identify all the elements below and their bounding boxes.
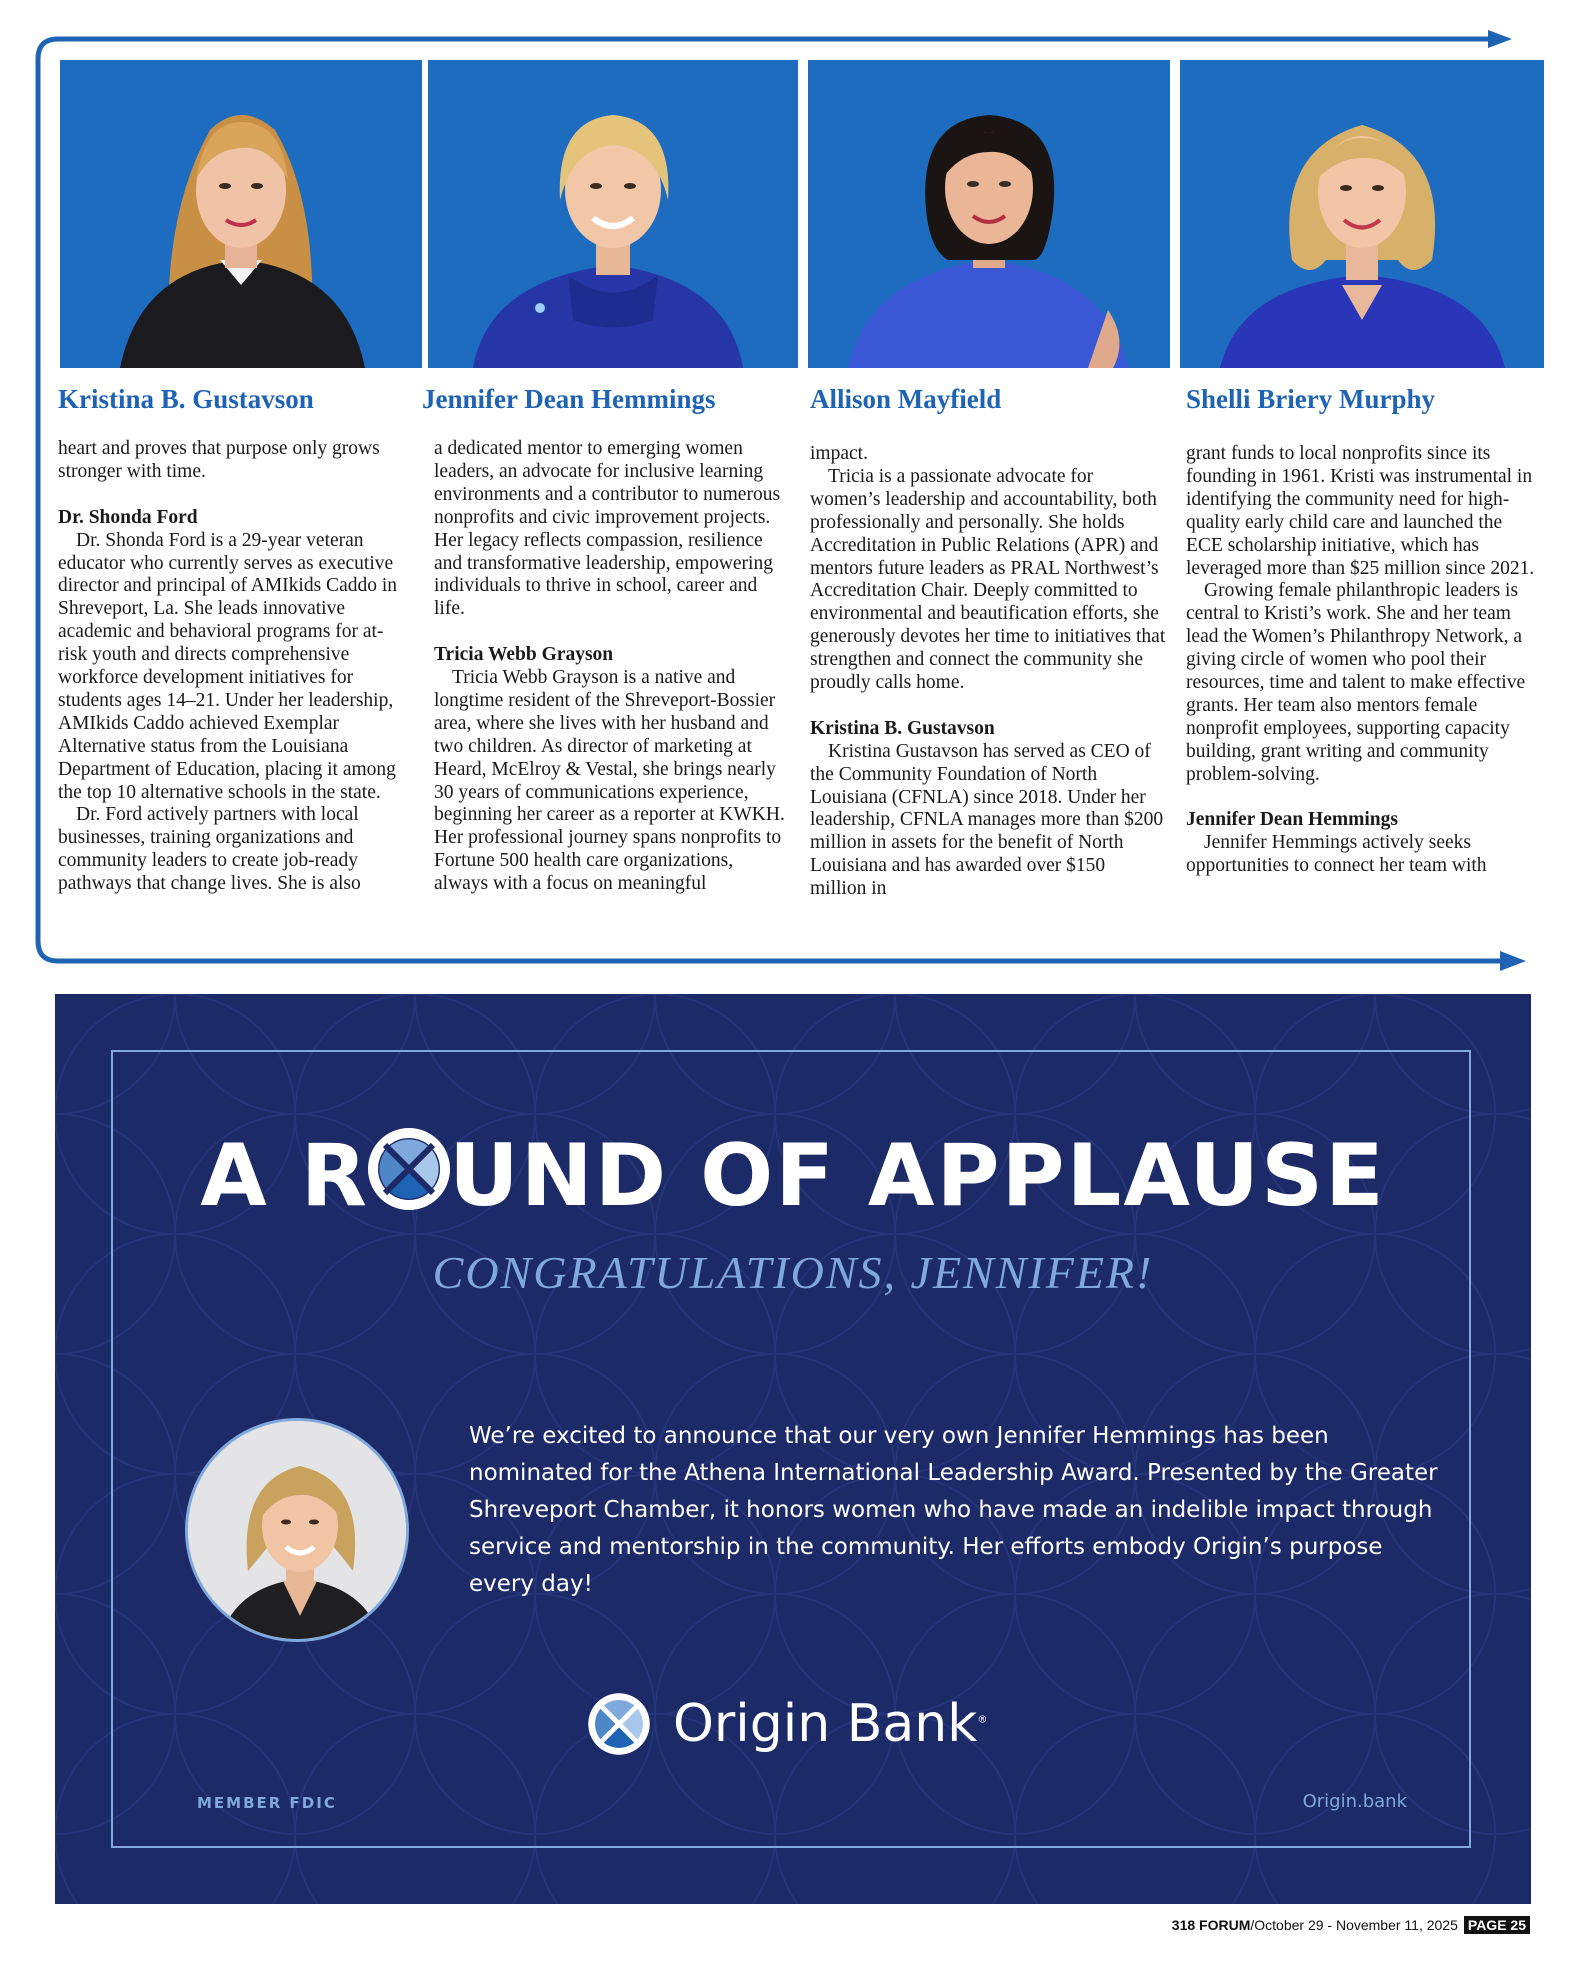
origin-bank-logo: [585, 1688, 987, 1760]
headline-part-2: UND OF APPLAUSE: [448, 1126, 1386, 1226]
page-number: PAGE 25: [1464, 1916, 1530, 1934]
paragraph: Jennifer Hemmings actively seeks opportunities to connect her team with: [1186, 832, 1487, 877]
top-arrowhead: [1488, 30, 1512, 48]
nominee-name-4: Shelli Briery Murphy: [1186, 384, 1435, 414]
nominee-name-3: Allison Mayfield: [810, 384, 1002, 414]
article-column-1: [58, 438, 410, 896]
photo-jennifer-hemmings: [428, 60, 798, 368]
photo-shelli-murphy: [1180, 60, 1544, 368]
headline-part-1: A R: [200, 1126, 369, 1226]
page-footer: [1172, 1916, 1530, 1934]
subhead-kristina-gustavson: Kristina B. Gustavson: [810, 717, 995, 739]
member-fdic: MEMBER FDIC: [197, 1794, 337, 1812]
paragraph: Dr. Ford actively partners with local businesses, training organizations and community leaders to create job-ready pathways that change lives. She is also: [58, 804, 361, 895]
subhead-jennifer-hemmings: Jennifer Dean Hemmings: [1186, 809, 1398, 831]
article-column-4: [1186, 443, 1540, 878]
bottom-arrowhead: [1500, 951, 1526, 971]
nominee-name-2: Jennifer Dean Hemmings: [422, 384, 716, 414]
logo-text: Origin Bank: [673, 1694, 978, 1754]
origin-ring-o-icon: [367, 1127, 451, 1211]
paragraph: Tricia is a passionate advocate for women’s leadership and accountability, both professionally and personally. She holds Accreditation in Public Relations (APR) and mentors future leaders as PRAL Northwest’s Accreditation Chair. Deeply committed to environmental and beautification efforts, she generously devotes her time to initiatives that strengthen and connect the community she proudly calls home.: [810, 465, 1166, 694]
origin-bank-url[interactable]: Origin.bank: [1302, 1791, 1407, 1812]
article-column-3: [810, 443, 1166, 901]
paragraph: a dedicated mentor to emerging women leaders, an advocate for inclusive learning environments and a contributor to numerous nonprofits and civic improvement projects. Her legacy reflects compassion, resilience and transformative leadership, empowering individuals to thrive in school, career and life.: [434, 438, 781, 620]
ad-body-text: We’re excited to announce that our very own Jennifer Hemmings has been nominated for the Athena International Leadership Award. Presented by the Greater Shreveport Chamber, it honors women who have made an indelible impact through service and mentorship in the community. Her efforts embody Origin’s purpose every day!: [469, 1423, 1438, 1597]
subhead-shonda-ford: Dr. Shonda Ford: [58, 506, 198, 528]
nominee-name-1: Kristina B. Gustavson: [58, 384, 314, 414]
issue-date: /October 29 - November 11, 2025: [1250, 1917, 1458, 1933]
article-column-2: [434, 438, 788, 896]
paragraph: grant funds to local nonprofits since its founding in 1961. Kristi was instrumental in identifying the community need for high-quality early child care and launched the ECE scholarship initiative, which has leveraged more than $25 million since 2021.: [1186, 443, 1535, 579]
publication-name: 318 FORUM: [1171, 1917, 1251, 1933]
paragraph: Tricia Webb Grayson is a native and longtime resident of the Shreveport-Bossier area, where she lives with her husband and two children. As director of marketing at Heard, McElroy & Vestal, she brings nearly 30 years of communications experience, beginning her career as a reporter at KWKH. Her professional journey spans nonprofits to Fortune 500 health care organizations, always with a focus on meaningful: [434, 667, 785, 895]
paragraph: Growing female philanthropic leaders is central to Kristi’s work. She and her team lead the Women’s Philanthropy Network, a giving circle of women who pool their resources, time and talent to make effective grants. Her team also mentors female nonprofit employees, supporting capacity building, grant writing and community problem-solving.: [1186, 580, 1526, 785]
origin-bank-wordmark: [673, 1694, 987, 1754]
paragraph: Kristina Gustavson has served as CEO of the Community Foundation of North Louisiana (CFNLA) since 2018. Under her leadership, CFNLA manages more than $200 million in assets for the benefit of North Louisiana and has awarded over $150 million in: [810, 740, 1164, 900]
paragraph: heart and proves that purpose only grows stronger with time.: [58, 438, 380, 482]
ad-subheadline: CONGRATULATIONS, JENNIFER!: [432, 1247, 1154, 1298]
paragraph: impact.: [810, 443, 868, 464]
paragraph: Dr. Shonda Ford is a 29-year veteran educator who currently serves as executive director and principal of AMIkids Caddo in Shreveport, La. She leads innovative academic and behavioral programs for at-risk youth and directs comprehensive workforce development initiatives for students ages 14–21. Under her leadership, AMIkids Caddo achieved Exemplar Alternative status from the Louisiana Department of Education, placing it among the top 10 alternative schools in the state.: [58, 529, 398, 803]
jennifer-portrait: [185, 1418, 409, 1642]
origin-logo-icon: [585, 1690, 653, 1758]
subhead-tricia-grayson: Tricia Webb Grayson: [434, 644, 614, 666]
ad-headline: [55, 1126, 1531, 1226]
photo-allison-mayfield: [808, 60, 1170, 368]
photo-kristina-gustavson: [60, 60, 422, 368]
registered-mark: ®: [977, 1714, 988, 1726]
origin-bank-advertisement: [55, 994, 1531, 1904]
